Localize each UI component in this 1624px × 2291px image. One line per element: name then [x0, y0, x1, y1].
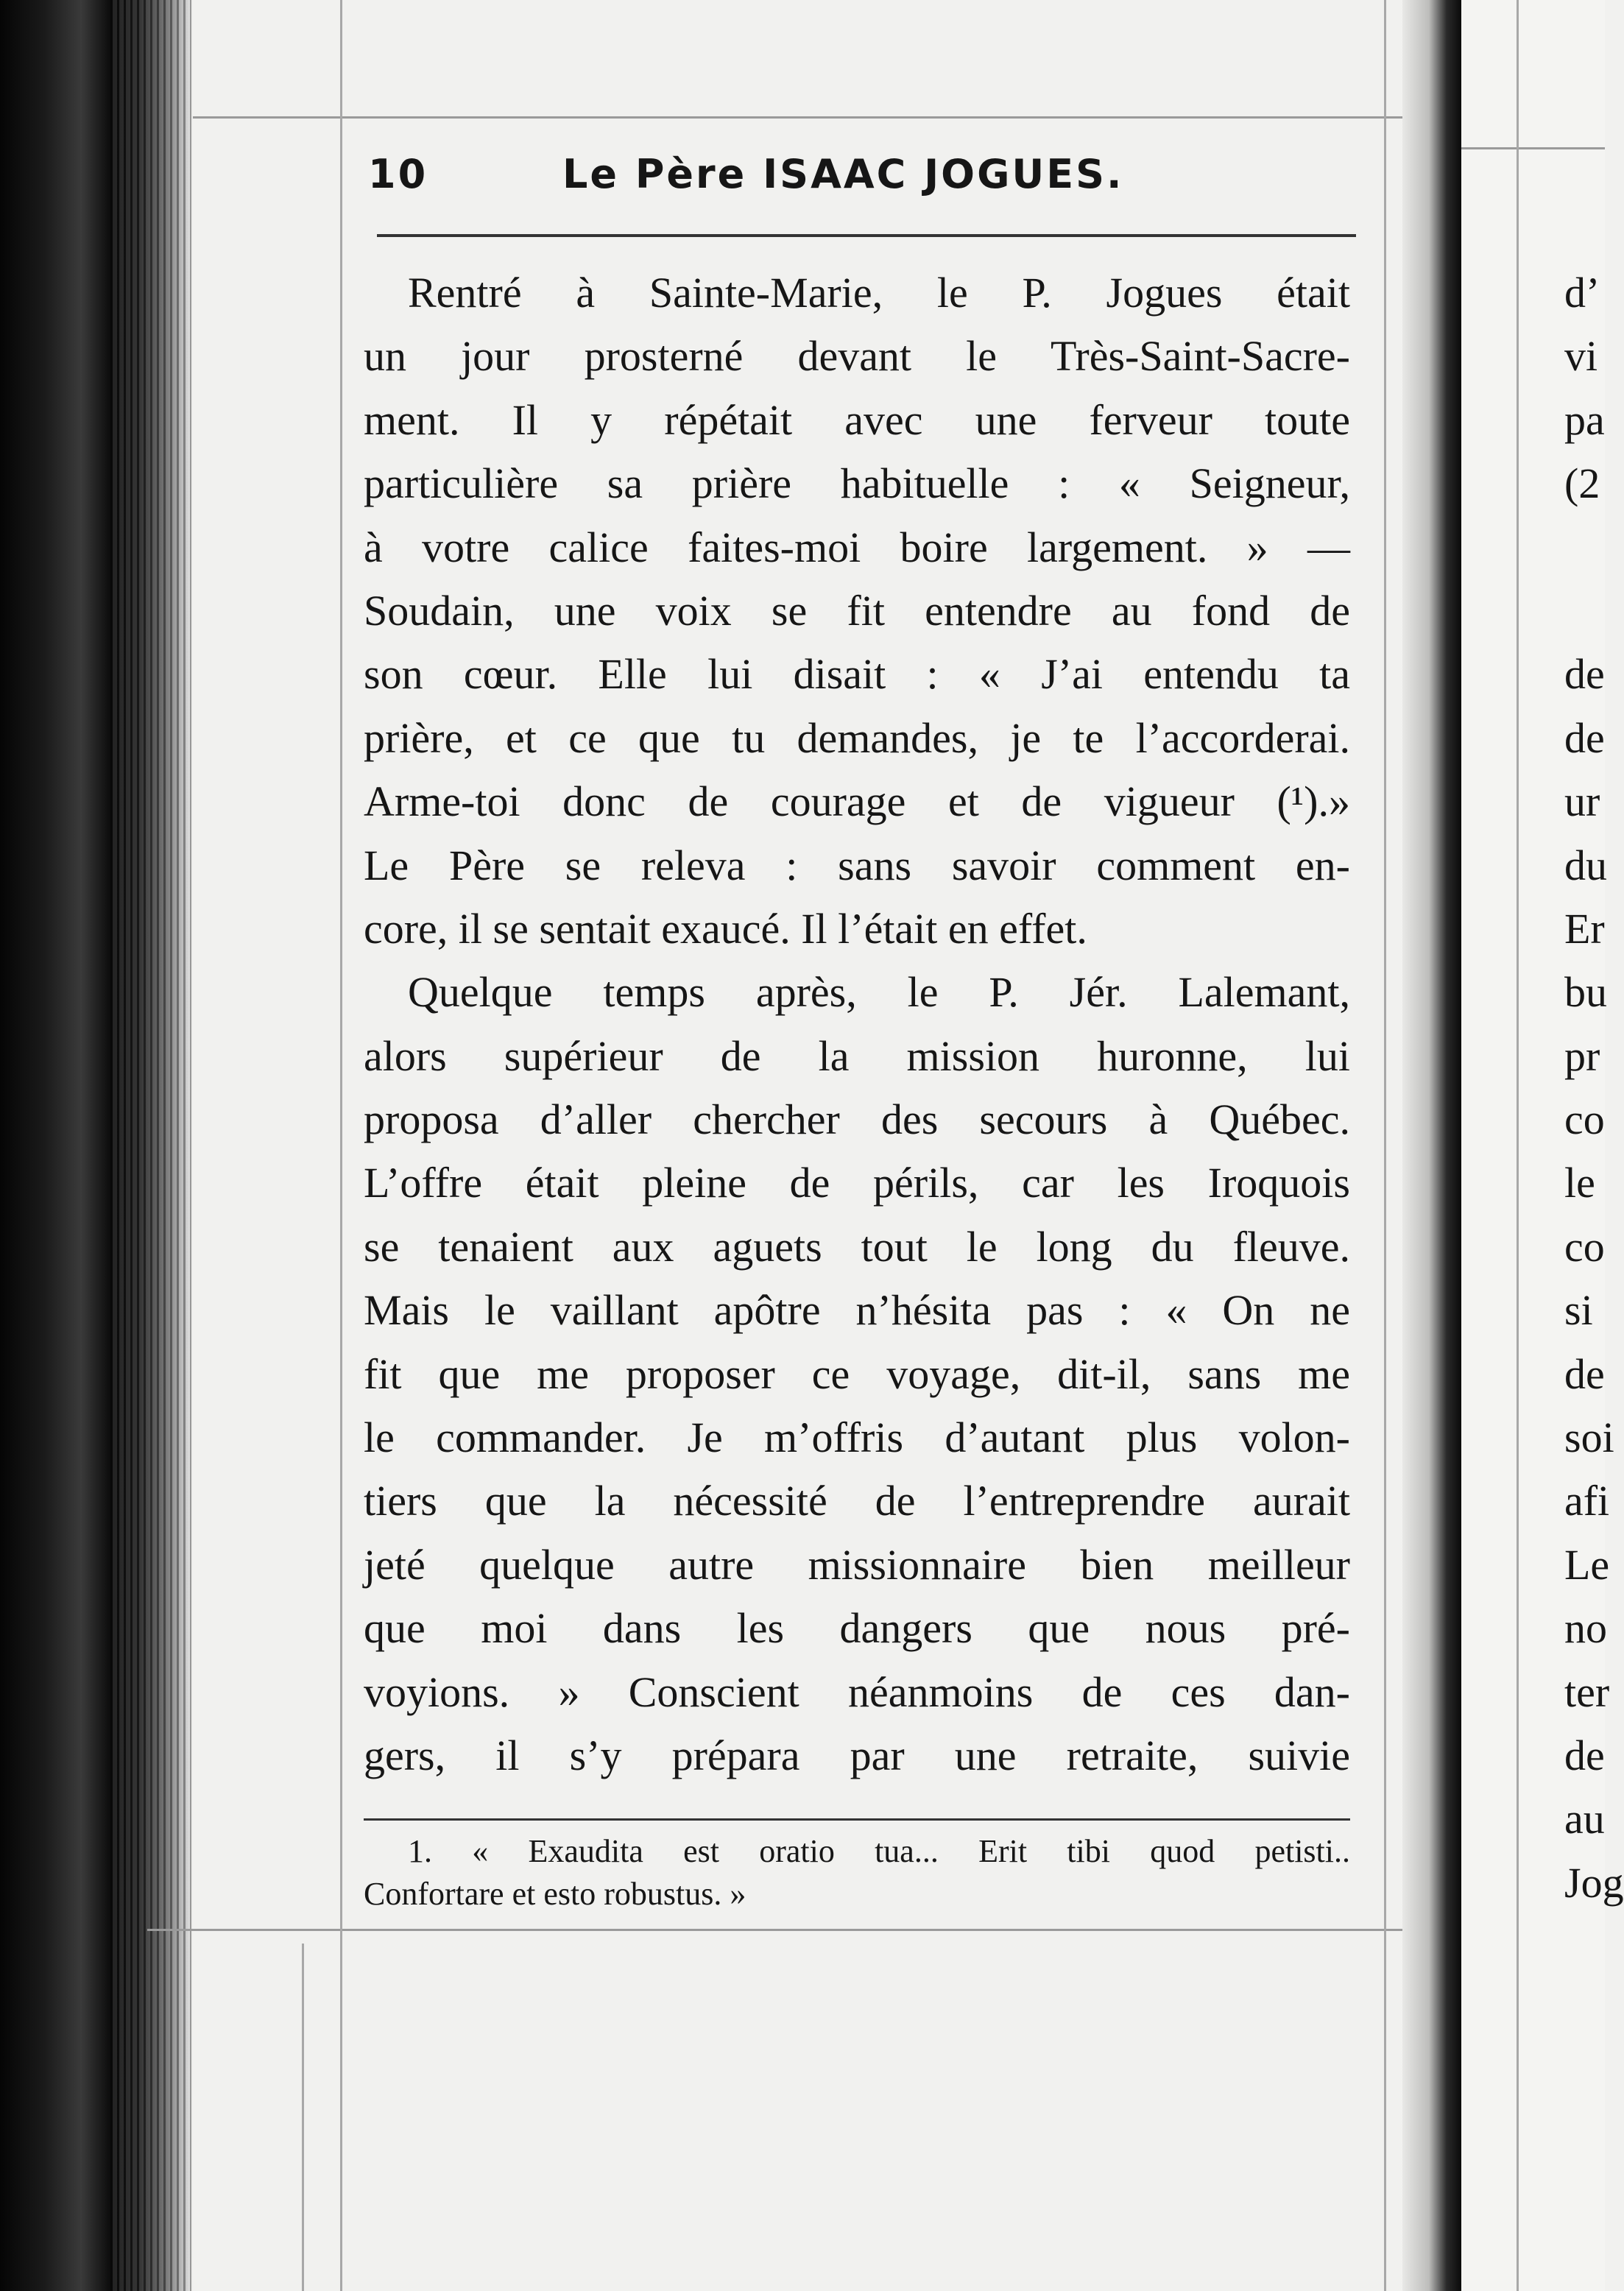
- spine-page-edges: [110, 0, 191, 2291]
- text-line: jeté quelque autre missionnaire bien meilleur: [364, 1540, 1350, 1589]
- facing-page-fragment: de: [1564, 1731, 1605, 1779]
- facing-page-fragment: Er: [1564, 904, 1605, 953]
- text-line: ment. Il y répétait avec une ferveur toute: [364, 395, 1350, 444]
- text-line: son cœur. Elle lui disait : « J’ai entendu ta: [364, 650, 1350, 699]
- facing-page-fragment: de: [1564, 1349, 1605, 1398]
- text-line: particulière sa prière habituelle : « Seigneur,: [364, 459, 1350, 508]
- facing-page-fragment: [1564, 516, 1624, 579]
- page-number: 10: [368, 151, 428, 197]
- text-line: gers, il s’y prépara par une retraite, suivie: [364, 1731, 1350, 1779]
- facing-page-fragment: de: [1564, 650, 1605, 699]
- facing-page-rule: [1461, 147, 1605, 149]
- body-text: [364, 261, 1350, 1787]
- facing-page-fragment: (2: [1564, 459, 1600, 508]
- facing-page-fragment: Le: [1564, 1540, 1610, 1589]
- text-line: proposa d’aller chercher des secours à Québec.: [364, 1095, 1350, 1144]
- facing-page-fragment: d’: [1564, 269, 1600, 317]
- text-line: alors supérieur de la mission huronne, lui: [364, 1031, 1350, 1080]
- facing-page-rule-vertical: [1517, 0, 1519, 2291]
- facing-page-fragment: ter: [1564, 1667, 1610, 1716]
- text-line: Le Père se releva : sans savoir comment en-: [364, 841, 1350, 889]
- text-line: fit que me proposer ce voyage, dit-il, sans me: [364, 1349, 1350, 1398]
- footnote: [364, 1830, 1350, 1916]
- text-line: le commander. Je m’offris d’autant plus volon-: [364, 1413, 1350, 1462]
- page-gutter: [1402, 0, 1461, 2291]
- text-line: à votre calice faites-moi boire largement. » —: [364, 523, 1350, 571]
- text-line: L’offre était pleine de périls, car les Iroquois: [364, 1159, 1350, 1207]
- text-line: Quelque temps après, le P. Jér. Lalemant,: [408, 968, 1350, 1017]
- text-line: un jour prosterné devant le Très-Saint-Sacre-: [364, 332, 1350, 381]
- facing-page-fragment: co: [1564, 1222, 1605, 1271]
- facing-page-fragment: ur: [1564, 777, 1600, 826]
- text-line: Arme-toi donc de courage et de vigueur (¹).»: [364, 777, 1350, 826]
- facing-page-fragment: pr: [1564, 1031, 1600, 1080]
- facing-page-fragment: de: [1564, 713, 1605, 762]
- facing-page-fragment: afi: [1564, 1477, 1610, 1525]
- facing-page-fragment: au: [1564, 1795, 1605, 1843]
- text-line: prière, et ce que tu demandes, je te l’accorderai.: [364, 713, 1350, 762]
- facing-page-fragment: Jog: [1564, 1858, 1624, 1907]
- text-line: que moi dans les dangers que nous pré-: [364, 1604, 1350, 1653]
- facing-page-fragment: vi: [1564, 332, 1598, 381]
- text-line: tiers que la nécessité de l’entreprendre aurait: [364, 1477, 1350, 1525]
- facing-page-fragment: du: [1564, 841, 1607, 889]
- text-line: Soudain, une voix se fit entendre au fond de: [364, 586, 1350, 635]
- text-line: Mais le vaillant apôtre n’hésita pas : « On ne: [364, 1286, 1350, 1335]
- footnote-line: Confortare et esto robustus. »: [364, 1876, 746, 1912]
- facing-page-fragment: le: [1564, 1159, 1595, 1207]
- facing-page-fragment: soi: [1564, 1413, 1614, 1462]
- facing-page-fragment: bu: [1564, 968, 1607, 1017]
- facing-page-fragment: co: [1564, 1095, 1605, 1144]
- text-line: se tenaient aux aguets tout le long du fleuve.: [364, 1222, 1350, 1271]
- running-head: Le Père ISAAC JOGUES.: [562, 151, 1124, 197]
- header-rule: [377, 234, 1356, 237]
- text-line: core, il se sentait exaucé. Il l’était en effet.: [364, 904, 1087, 953]
- text-line: voyions. » Conscient néanmoins de ces dan-: [364, 1667, 1350, 1716]
- footnote-rule: [364, 1818, 1350, 1821]
- page-header: [368, 151, 1362, 217]
- facing-page-fragment: si: [1564, 1286, 1593, 1335]
- book-page: [193, 0, 1402, 2291]
- footnote-line: 1. « Exaudita est oratio tua... Erit tibi quod petisti..: [408, 1833, 1350, 1869]
- facing-page-fragment: no: [1564, 1604, 1607, 1653]
- text-line: Rentré à Sainte-Marie, le P. Jogues était: [408, 269, 1350, 317]
- facing-page-fragment: pa: [1564, 395, 1605, 444]
- facing-page-fragment: [1564, 579, 1624, 643]
- facing-page-text: [1564, 261, 1624, 1915]
